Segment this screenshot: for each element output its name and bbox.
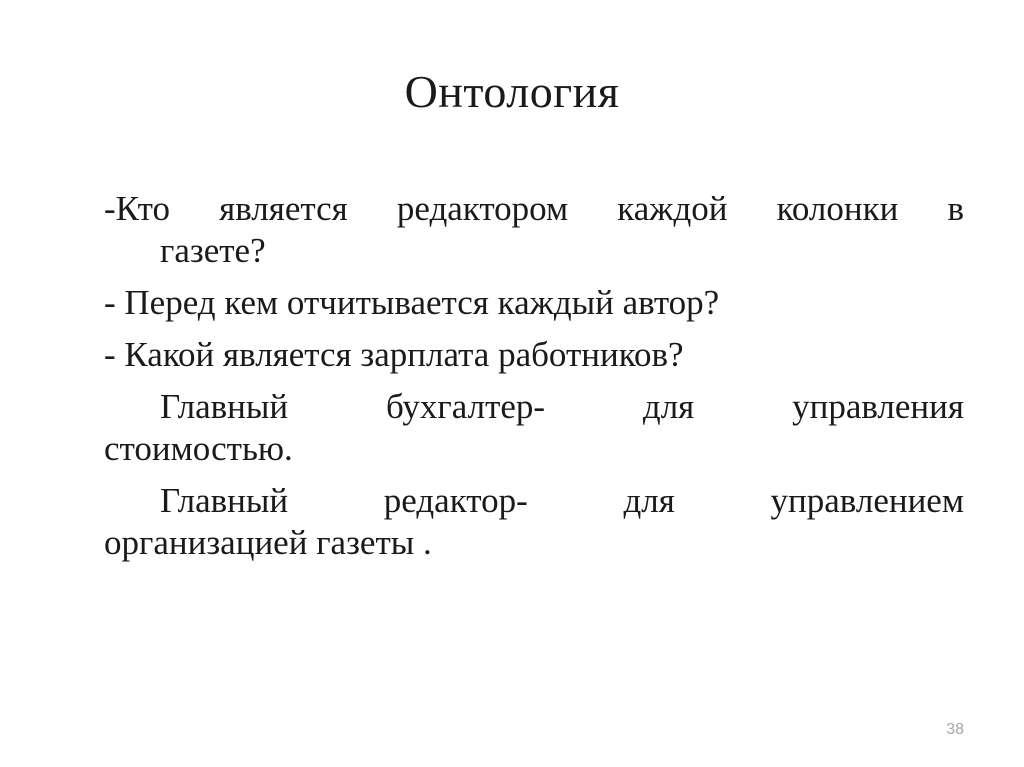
page-number: 38 [946,721,964,738]
question-line-editor: -Кто является редактором каждой колонки в [104,189,964,228]
question-line-author: - Перед кем отчитывается каждый автор? [104,283,720,322]
question-line-editor-wrap: газете? [160,231,266,270]
slide-body [104,188,964,564]
answer-line-chief-editor: Главный редактор- для управлением [160,481,964,520]
answer-line-accountant: Главный бухгалтер- для управления [160,387,964,426]
slide-title: Онтология [404,66,620,117]
question-line-salary: - Какой является зарплата работников? [104,335,684,374]
answer-line-accountant-wrap: стоимостью. [104,429,293,468]
answer-line-chief-editor-wrap: организацией газеты . [104,523,432,562]
